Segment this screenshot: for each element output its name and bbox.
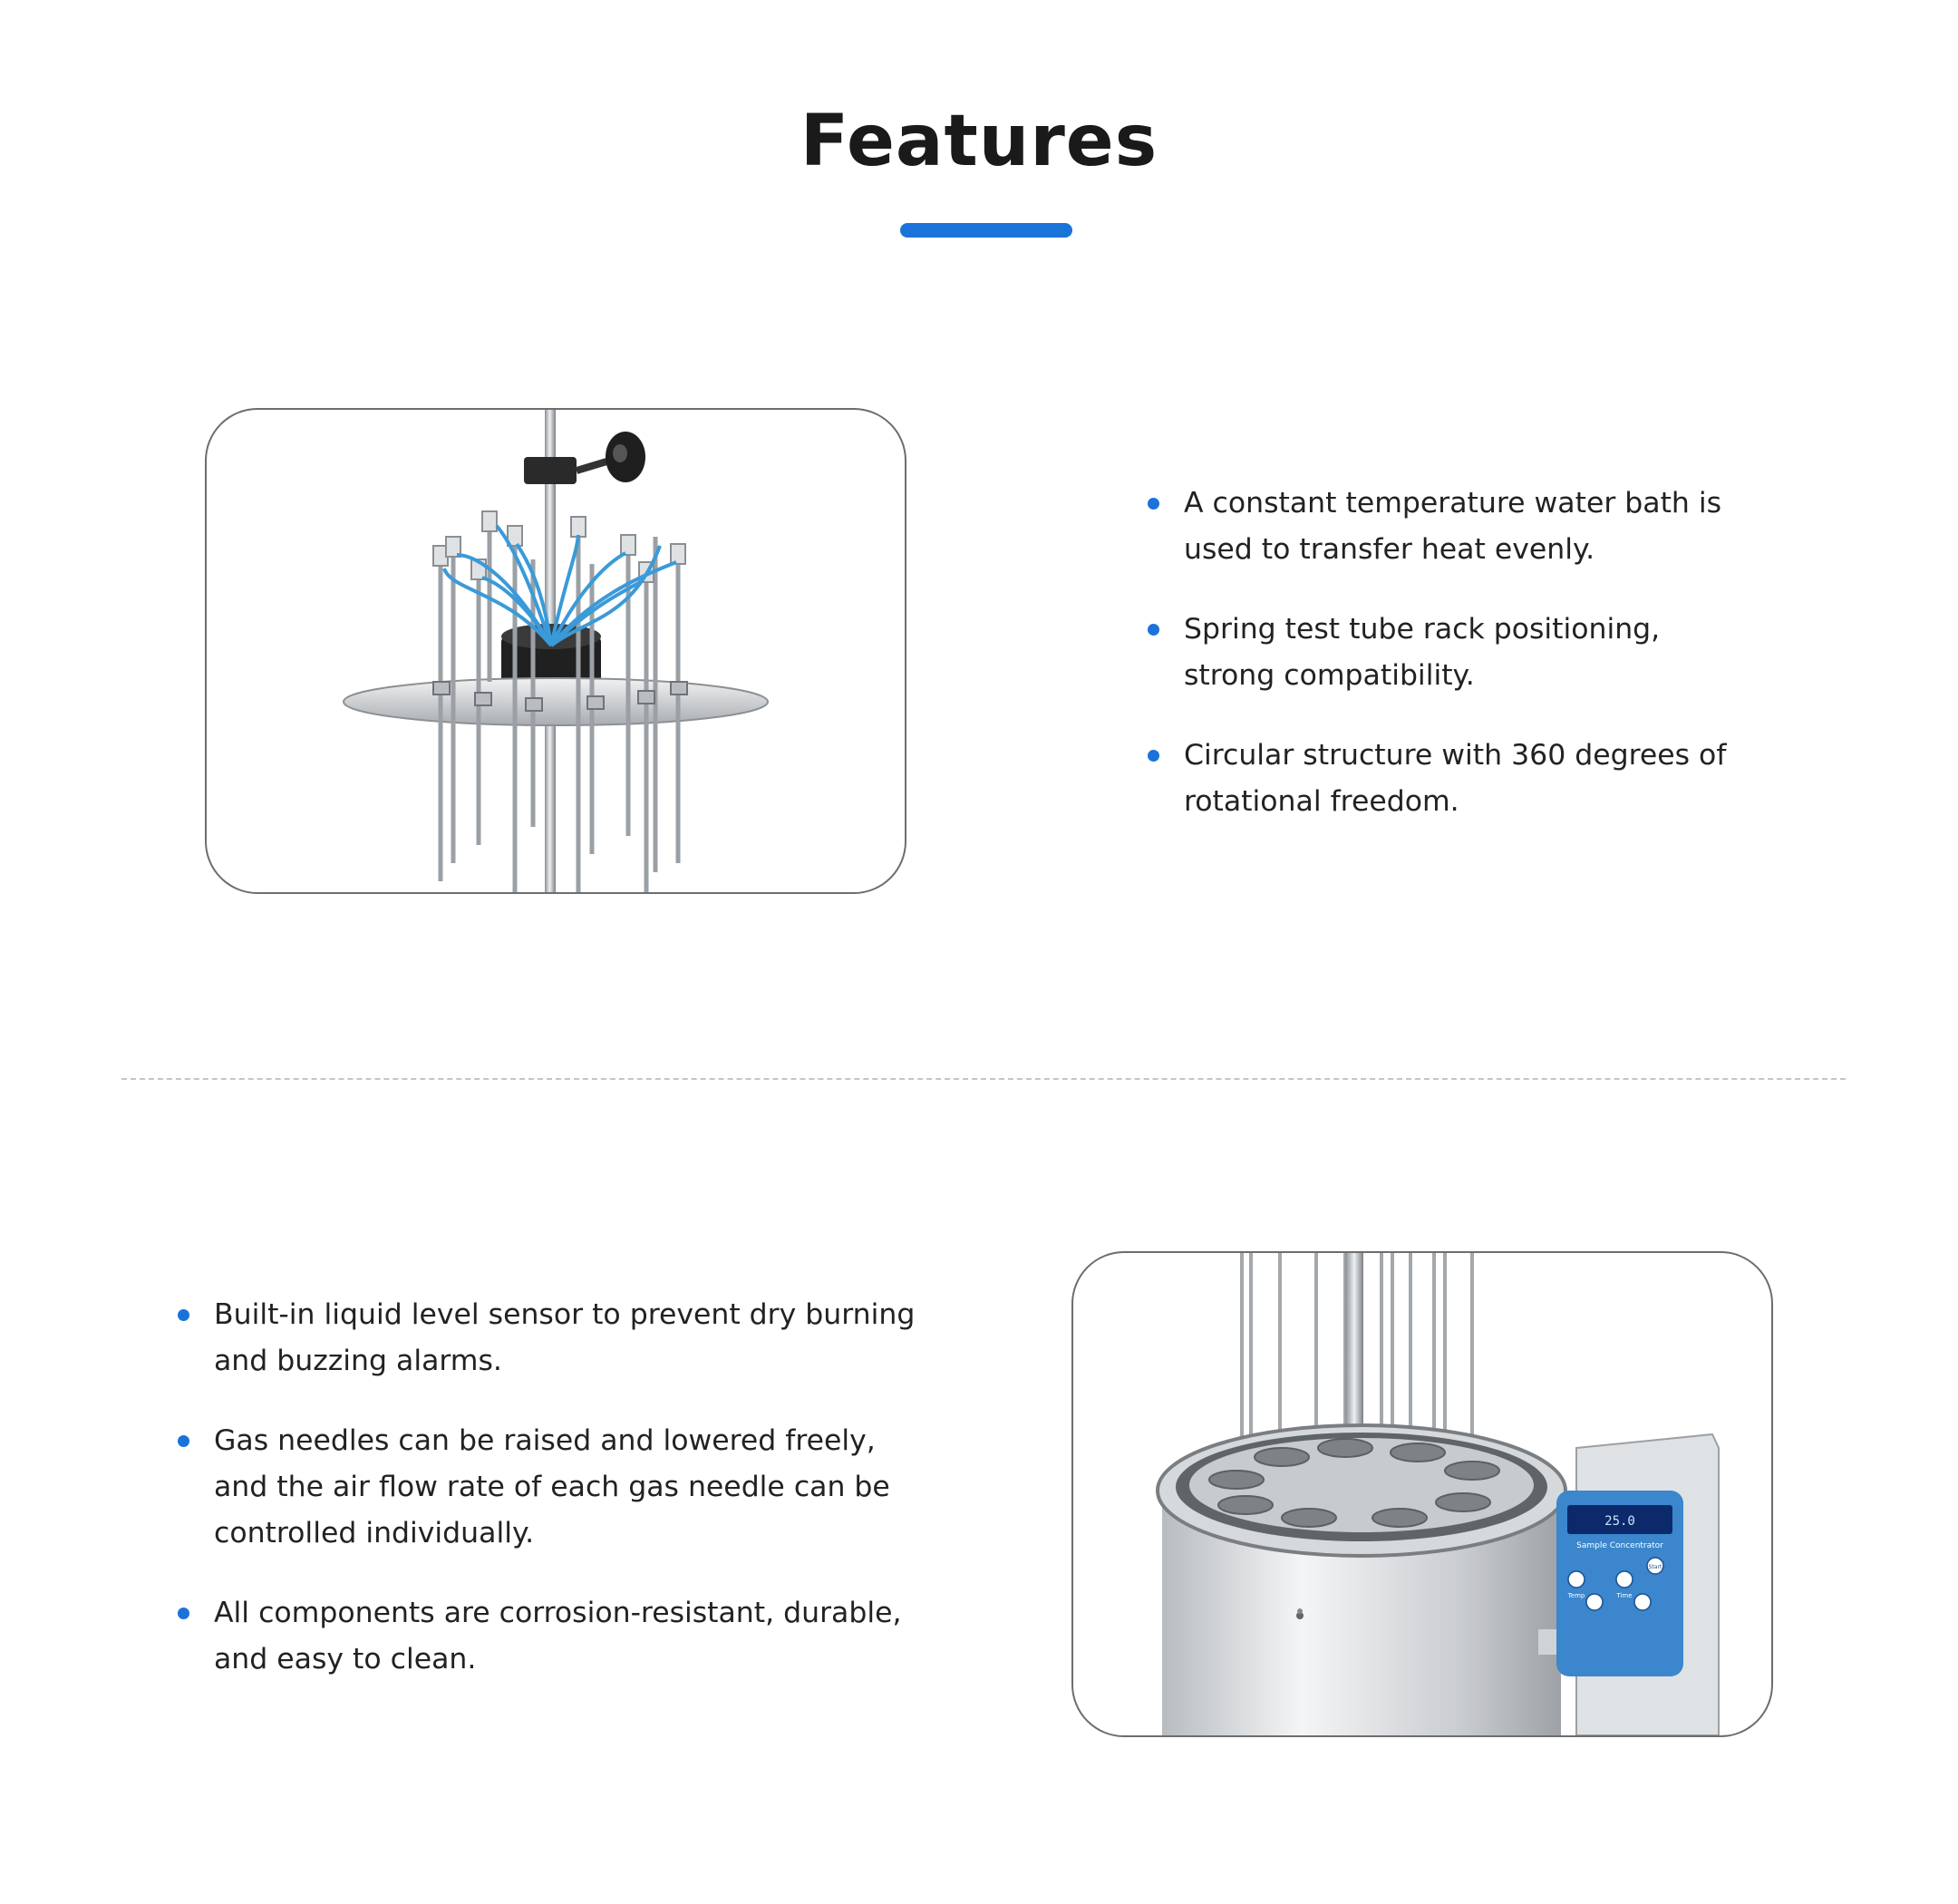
page-title: Features (800, 101, 1158, 182)
bullet-text: Gas needles can be raised and lowered freely, and the air flow rate of each gas needle can be controlled individually. (214, 1424, 890, 1549)
feature-list-two (174, 1292, 926, 1716)
bullet-text: A constant temperature water bath is used to transfer heat evenly. (1184, 487, 1722, 566)
bullet-icon (1148, 498, 1159, 510)
time-label: Time (1616, 1592, 1633, 1599)
bullet-text: Built-in liquid level sensor to prevent dry burning and buzzing alarms. (214, 1298, 916, 1377)
water-bath-concentrator-icon (1073, 1253, 1771, 1735)
bullet-icon (178, 1435, 189, 1447)
bullet-text: All components are corrosion-resistant, durable, and easy to clean. (214, 1597, 902, 1676)
section-divider (121, 1078, 1846, 1080)
bullet-text: Circular structure with 360 degrees of rotational freedom. (1184, 739, 1727, 818)
gas-needle-manifold-icon (207, 410, 905, 892)
start-label: Start (1648, 1564, 1662, 1570)
panel-label: Sample Concentrator (1576, 1541, 1663, 1550)
bullet-text: Spring test tube rack positioning, strong compatibility. (1184, 613, 1661, 692)
manifold-photo (205, 408, 906, 894)
concentrator-photo (1071, 1251, 1773, 1737)
title-underline (900, 223, 1072, 238)
bullet-icon (178, 1608, 189, 1619)
list-item (1144, 733, 1742, 825)
bullet-icon (1148, 750, 1159, 762)
bullet-icon (178, 1309, 189, 1321)
list-item (174, 1590, 926, 1683)
list-item (1144, 607, 1742, 699)
list-item (174, 1418, 926, 1557)
list-item (1144, 481, 1742, 573)
display-readout: 25.0 (1604, 1514, 1635, 1529)
bullet-icon (1148, 624, 1159, 636)
temp-label: Temp (1567, 1592, 1585, 1599)
list-item (174, 1292, 926, 1384)
feature-list-one (1144, 481, 1742, 859)
